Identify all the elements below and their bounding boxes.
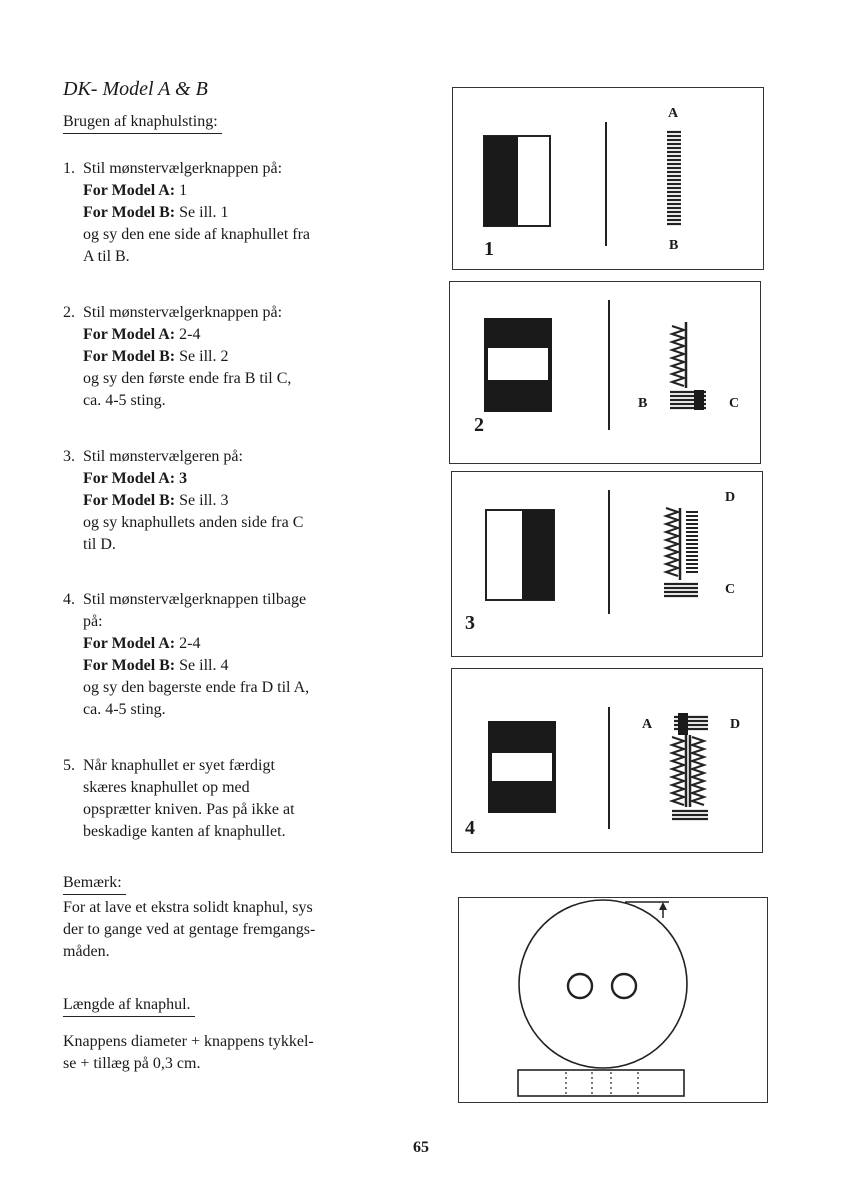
step-number: 2. — [63, 304, 75, 321]
figure-1-drawing — [453, 88, 765, 271]
note-line: der to gange ved at gentage fremgangs- — [63, 921, 316, 938]
zigzag-stitch-right — [692, 737, 704, 805]
length-title: Længde af knaphul. — [63, 994, 195, 1017]
length-line: se + tillæg på 0,3 cm. — [63, 1055, 201, 1072]
figure-4 — [451, 668, 763, 853]
step-4 — [63, 589, 403, 721]
step-line: Stil mønstervælgeren på: — [83, 448, 243, 465]
step-line: opsprætter kniven. Pas på ikke at — [83, 801, 295, 818]
step-line: beskadige kanten af knaphullet. — [83, 823, 286, 840]
step-5 — [63, 755, 403, 843]
step-line — [83, 655, 403, 677]
zigzag-stitch-left — [672, 737, 684, 805]
figure-3-label-d: D — [725, 490, 736, 505]
bar-tack-bottom — [664, 584, 698, 596]
step-number: 4. — [63, 591, 75, 608]
figure-1-label-b: B — [669, 238, 679, 253]
model-label: For Model A: — [83, 326, 176, 343]
step-line — [83, 324, 403, 346]
step-3 — [63, 446, 403, 556]
step-line: ca. 4-5 sting. — [83, 701, 166, 718]
step-1 — [63, 158, 403, 268]
figure-3-number: 3 — [465, 612, 475, 634]
step-line — [83, 468, 403, 490]
figure-4-label-a: A — [642, 717, 653, 732]
button-circle — [519, 900, 687, 1068]
zigzag-stitch — [672, 326, 684, 386]
step-line: Stil mønstervælgerknappen på: — [83, 304, 283, 321]
model-value: Se ill. 4 — [175, 657, 229, 674]
figure-4-label-d: D — [730, 717, 741, 732]
button-hole-left — [568, 974, 592, 998]
step-line — [83, 490, 403, 512]
figure-3 — [451, 471, 763, 657]
model-value: Se ill. 1 — [175, 204, 229, 221]
note-block — [63, 872, 403, 963]
model-value: 2-4 — [175, 635, 201, 652]
step-number: 1. — [63, 160, 75, 177]
step-line: ca. 4-5 sting. — [83, 392, 166, 409]
step-line: A til B. — [83, 248, 130, 265]
page-number: 65 — [413, 1139, 429, 1156]
arrow-icon — [659, 902, 667, 910]
step-line: og sy den ene side af knaphullet fra — [83, 226, 311, 243]
model-label: For Model B: — [83, 492, 176, 509]
page-heading: DK- Model A & B — [63, 78, 208, 100]
note-line: For at lave et ekstra solidt knaphul, sys — [63, 899, 313, 916]
figure-3-label-c: C — [725, 582, 736, 597]
step-line: Stil mønstervælgerknappen på: — [83, 160, 283, 177]
figure-2-number: 2 — [474, 414, 484, 436]
length-block — [63, 994, 403, 1075]
zigzag-stitch — [666, 508, 678, 576]
step-line — [83, 202, 403, 224]
model-value: Se ill. 3 — [175, 492, 229, 509]
figure-1-label-a: A — [668, 106, 679, 121]
section-title: Brugen af knaphulsting: — [63, 111, 222, 134]
note-line: måden. — [63, 943, 110, 960]
step-line: og sy den første ende fra B til C, — [83, 370, 292, 387]
step-line — [83, 180, 403, 202]
figure-2-drawing — [450, 282, 762, 465]
stitch-column-c-d — [686, 512, 698, 572]
step-line: til D. — [83, 536, 116, 553]
step-line: Stil mønstervælgerknappen tilbage — [83, 591, 307, 608]
step-number: 5. — [63, 757, 75, 774]
step-line: på: — [83, 613, 103, 630]
model-value: Se ill. 2 — [175, 348, 229, 365]
button-measure-drawing — [459, 898, 769, 1104]
note-title: Bemærk: — [63, 872, 126, 895]
step-line — [83, 346, 403, 368]
figure-2 — [449, 281, 761, 464]
model-label: For Model A: — [83, 182, 176, 199]
step-line: Når knaphullet er syet færdigt — [83, 757, 275, 774]
model-label: For Model B: — [83, 348, 176, 365]
figure-3-drawing — [452, 472, 764, 658]
figure-1-number: 1 — [484, 238, 494, 260]
figure-4-number: 4 — [465, 817, 475, 839]
bar-tack-bottom — [672, 811, 708, 819]
figure-2-label-b: B — [638, 396, 648, 411]
section-title-wrap — [63, 111, 222, 134]
step-line: skæres knaphullet op med — [83, 779, 250, 796]
length-line: Knappens diameter + knappens tykkel- — [63, 1033, 314, 1050]
model-value: 2-4 — [175, 326, 201, 343]
model-label: For Model B: — [83, 657, 176, 674]
model-value: 1 — [175, 182, 188, 199]
step-line: og sy knaphullets anden side fra C — [83, 514, 304, 531]
figure-2-label-c: C — [729, 396, 740, 411]
model-label: For Model A: 3 — [83, 470, 188, 487]
step-2 — [63, 302, 403, 412]
step-line — [83, 633, 403, 655]
model-label: For Model A: — [83, 635, 176, 652]
figure-button-measure — [458, 897, 768, 1103]
step-number: 3. — [63, 448, 75, 465]
button-hole-right — [612, 974, 636, 998]
figure-1 — [452, 87, 764, 270]
stitch-column-a-b — [667, 132, 681, 224]
figure-4-drawing — [452, 669, 764, 854]
model-label: For Model B: — [83, 204, 176, 221]
ruler-bar — [518, 1070, 684, 1096]
step-line: og sy den bagerste ende fra D til A, — [83, 679, 310, 696]
